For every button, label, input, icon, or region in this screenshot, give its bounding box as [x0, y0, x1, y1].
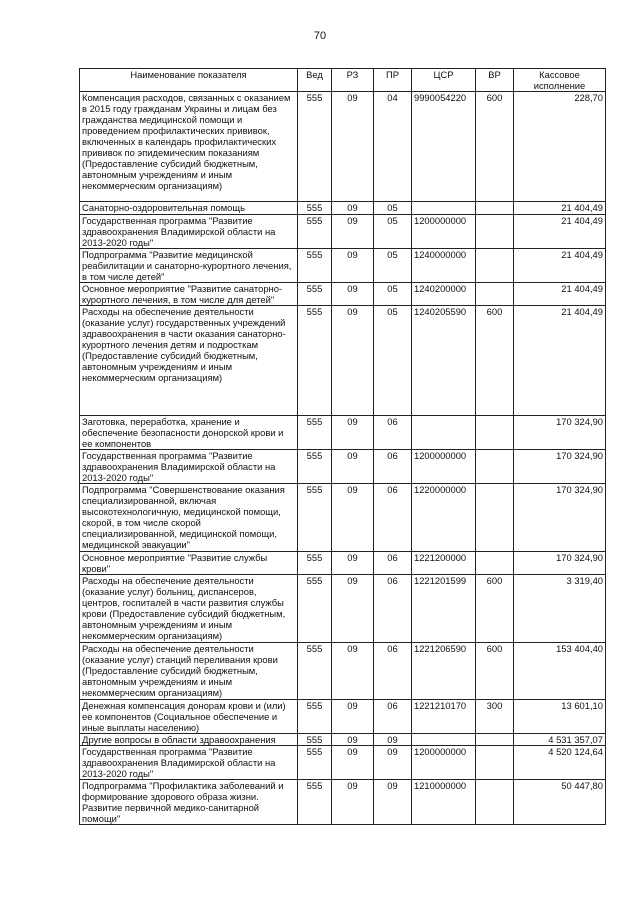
row-pr: 09	[374, 746, 412, 780]
header-name: Наименование показателя	[80, 69, 298, 92]
row-vr	[476, 484, 514, 552]
row-vr	[476, 450, 514, 484]
row-pr: 05	[374, 249, 412, 283]
budget-execution-table	[79, 68, 606, 825]
row-name: Расходы на обеспечение деятельности (оказание услуг) больниц, диспансеров, центров, госпиталей в части развития службы крови (Предоставление субсидий бюджетным, автономным учреждениям и иным некоммерческим организациям)	[80, 575, 298, 643]
row-name: Расходы на обеспечение деятельности (оказание услуг) станций переливания крови (Предоставление субсидий бюджетным, автономным учреждениям и иным некоммерческим организациям)	[80, 643, 298, 700]
row-name: Подпрограмма "Развитие медицинской реабилитации и санаторно-курортного лечения, в том числе детей"	[80, 249, 298, 283]
row-ved: 555	[298, 283, 332, 306]
row-ved: 555	[298, 416, 332, 450]
row-pr: 06	[374, 700, 412, 734]
row-rz: 09	[332, 249, 374, 283]
row-ved: 555	[298, 734, 332, 746]
row-amount: 170 324,90	[514, 552, 606, 575]
row-amount: 228,70	[514, 92, 606, 202]
row-csr: 1210000000	[412, 780, 476, 825]
row-csr: 1200000000	[412, 746, 476, 780]
row-name: Подпрограмма "Совершенствование оказания специализированной, включая высокотехнологичную, медицинской помощи, скорой, в том числе скорой специализированной, медицинской помощи, медицинской эвакуации"	[80, 484, 298, 552]
row-ved: 555	[298, 450, 332, 484]
header-vr: ВР	[476, 69, 514, 92]
row-csr: 9990054220	[412, 92, 476, 202]
row-ved: 555	[298, 215, 332, 249]
row-rz: 09	[332, 484, 374, 552]
row-vr	[476, 780, 514, 825]
row-vr: 600	[476, 92, 514, 202]
row-vr: 600	[476, 575, 514, 643]
row-vr: 600	[476, 306, 514, 416]
row-rz: 09	[332, 416, 374, 450]
row-rz: 09	[332, 552, 374, 575]
table-row	[80, 575, 606, 643]
row-rz: 09	[332, 700, 374, 734]
row-csr	[412, 734, 476, 746]
row-csr: 1221201599	[412, 575, 476, 643]
row-rz: 09	[332, 306, 374, 416]
table-row	[80, 552, 606, 575]
page-number: 70	[313, 30, 327, 42]
row-vr	[476, 552, 514, 575]
row-pr: 06	[374, 450, 412, 484]
table-row	[80, 643, 606, 700]
row-vr	[476, 202, 514, 215]
row-ved: 555	[298, 202, 332, 215]
row-vr	[476, 746, 514, 780]
row-csr: 1200000000	[412, 450, 476, 484]
row-pr: 09	[374, 780, 412, 825]
row-csr: 1221210170	[412, 700, 476, 734]
row-pr: 06	[374, 575, 412, 643]
row-name: Заготовка, переработка, хранение и обеспечение безопасности донорской крови и ее компонентов	[80, 416, 298, 450]
row-name: Основное мероприятие "Развитие санаторно-курортного лечения, в том числе для детей"	[80, 283, 298, 306]
row-ved: 555	[298, 484, 332, 552]
header-ved: Вед	[298, 69, 332, 92]
header-amount: Кассовое исполнение	[514, 69, 606, 92]
header-pr: ПР	[374, 69, 412, 92]
row-amount: 170 324,90	[514, 484, 606, 552]
row-pr: 05	[374, 306, 412, 416]
row-name: Расходы на обеспечение деятельности (оказание услуг) государственных учреждений здравоохранения в части оказания санаторно-курортного лечения детям и подросткам (Предоставление субсидий бюджетным, автономным учреждениям и иным некоммерческим организациям)	[80, 306, 298, 416]
row-csr: 1240000000	[412, 249, 476, 283]
row-vr	[476, 249, 514, 283]
row-pr: 06	[374, 484, 412, 552]
row-name: Государственная программа "Развитие здравоохранения Владимирской области на 2013-2020 годы"	[80, 215, 298, 249]
row-amount: 153 404,40	[514, 643, 606, 700]
row-amount: 50 447,80	[514, 780, 606, 825]
row-ved: 555	[298, 92, 332, 202]
row-amount: 3 319,40	[514, 575, 606, 643]
table-row	[80, 734, 606, 746]
row-rz: 09	[332, 92, 374, 202]
row-ved: 555	[298, 746, 332, 780]
row-amount: 170 324,90	[514, 450, 606, 484]
row-ved: 555	[298, 249, 332, 283]
row-pr: 05	[374, 283, 412, 306]
table-row	[80, 780, 606, 825]
row-rz: 09	[332, 575, 374, 643]
row-csr: 1240200000	[412, 283, 476, 306]
row-name: Компенсация расходов, связанных с оказанием в 2015 году гражданам Украины и лицам без гражданства медицинской помощи и проведением профилактических прививок, включенных в календарь профилактических прививок по эпидемическим показаниям (Предоставление субсидий бюджетным, автономным учреждениям и иным некоммерческим организациям)	[80, 92, 298, 202]
row-name: Основное мероприятие "Развитие службы крови"	[80, 552, 298, 575]
row-name: Другие вопросы в области здравоохранения	[80, 734, 298, 746]
row-amount: 21 404,49	[514, 202, 606, 215]
header-csr: ЦСР	[412, 69, 476, 92]
row-ved: 555	[298, 700, 332, 734]
table-row	[80, 215, 606, 249]
row-name: Подпрограмма "Профилактика заболеваний и формирование здорового образа жизни. Развитие первичной медико-санитарной помощи"	[80, 780, 298, 825]
row-rz: 09	[332, 734, 374, 746]
row-name: Денежная компенсация донорам крови и (или) ее компонентов (Социальное обеспечение и иные выплаты населению)	[80, 700, 298, 734]
row-rz: 09	[332, 780, 374, 825]
row-vr	[476, 283, 514, 306]
row-name: Государственная программа "Развитие здравоохранения Владимирской области на 2013-2020 годы"	[80, 746, 298, 780]
row-pr: 06	[374, 416, 412, 450]
row-csr: 1220000000	[412, 484, 476, 552]
header-rz: РЗ	[332, 69, 374, 92]
row-csr	[412, 416, 476, 450]
table-row	[80, 416, 606, 450]
row-pr: 09	[374, 734, 412, 746]
row-ved: 555	[298, 575, 332, 643]
row-csr: 1221200000	[412, 552, 476, 575]
row-amount: 21 404,49	[514, 283, 606, 306]
row-vr	[476, 215, 514, 249]
table-row	[80, 746, 606, 780]
row-csr: 1240205590	[412, 306, 476, 416]
row-ved: 555	[298, 780, 332, 825]
row-amount: 4 531 357,07	[514, 734, 606, 746]
table-row	[80, 484, 606, 552]
table-row	[80, 450, 606, 484]
row-name: Государственная программа "Развитие здравоохранения Владимирской области на 2013-2020 годы"	[80, 450, 298, 484]
row-ved: 555	[298, 643, 332, 700]
row-amount: 13 601,10	[514, 700, 606, 734]
table-row	[80, 202, 606, 215]
row-pr: 05	[374, 202, 412, 215]
row-vr	[476, 416, 514, 450]
row-pr: 05	[374, 215, 412, 249]
row-vr: 600	[476, 643, 514, 700]
row-amount: 170 324,90	[514, 416, 606, 450]
row-pr: 06	[374, 552, 412, 575]
row-rz: 09	[332, 450, 374, 484]
row-csr: 1200000000	[412, 215, 476, 249]
row-ved: 555	[298, 306, 332, 416]
row-rz: 09	[332, 202, 374, 215]
row-amount: 21 404,49	[514, 249, 606, 283]
table-row	[80, 306, 606, 416]
row-rz: 09	[332, 215, 374, 249]
row-rz: 09	[332, 746, 374, 780]
table-row	[80, 700, 606, 734]
row-ved: 555	[298, 552, 332, 575]
row-amount: 21 404,49	[514, 306, 606, 416]
table-header-row	[80, 69, 606, 92]
row-amount: 21 404,49	[514, 215, 606, 249]
row-vr: 300	[476, 700, 514, 734]
row-csr	[412, 202, 476, 215]
table-row	[80, 283, 606, 306]
row-pr: 06	[374, 643, 412, 700]
row-vr	[476, 734, 514, 746]
row-pr: 04	[374, 92, 412, 202]
table-row	[80, 249, 606, 283]
row-amount: 4 520 124,64	[514, 746, 606, 780]
row-rz: 09	[332, 283, 374, 306]
row-csr: 1221206590	[412, 643, 476, 700]
table-row	[80, 92, 606, 202]
row-rz: 09	[332, 643, 374, 700]
row-name: Санаторно-оздоровительная помощь	[80, 202, 298, 215]
